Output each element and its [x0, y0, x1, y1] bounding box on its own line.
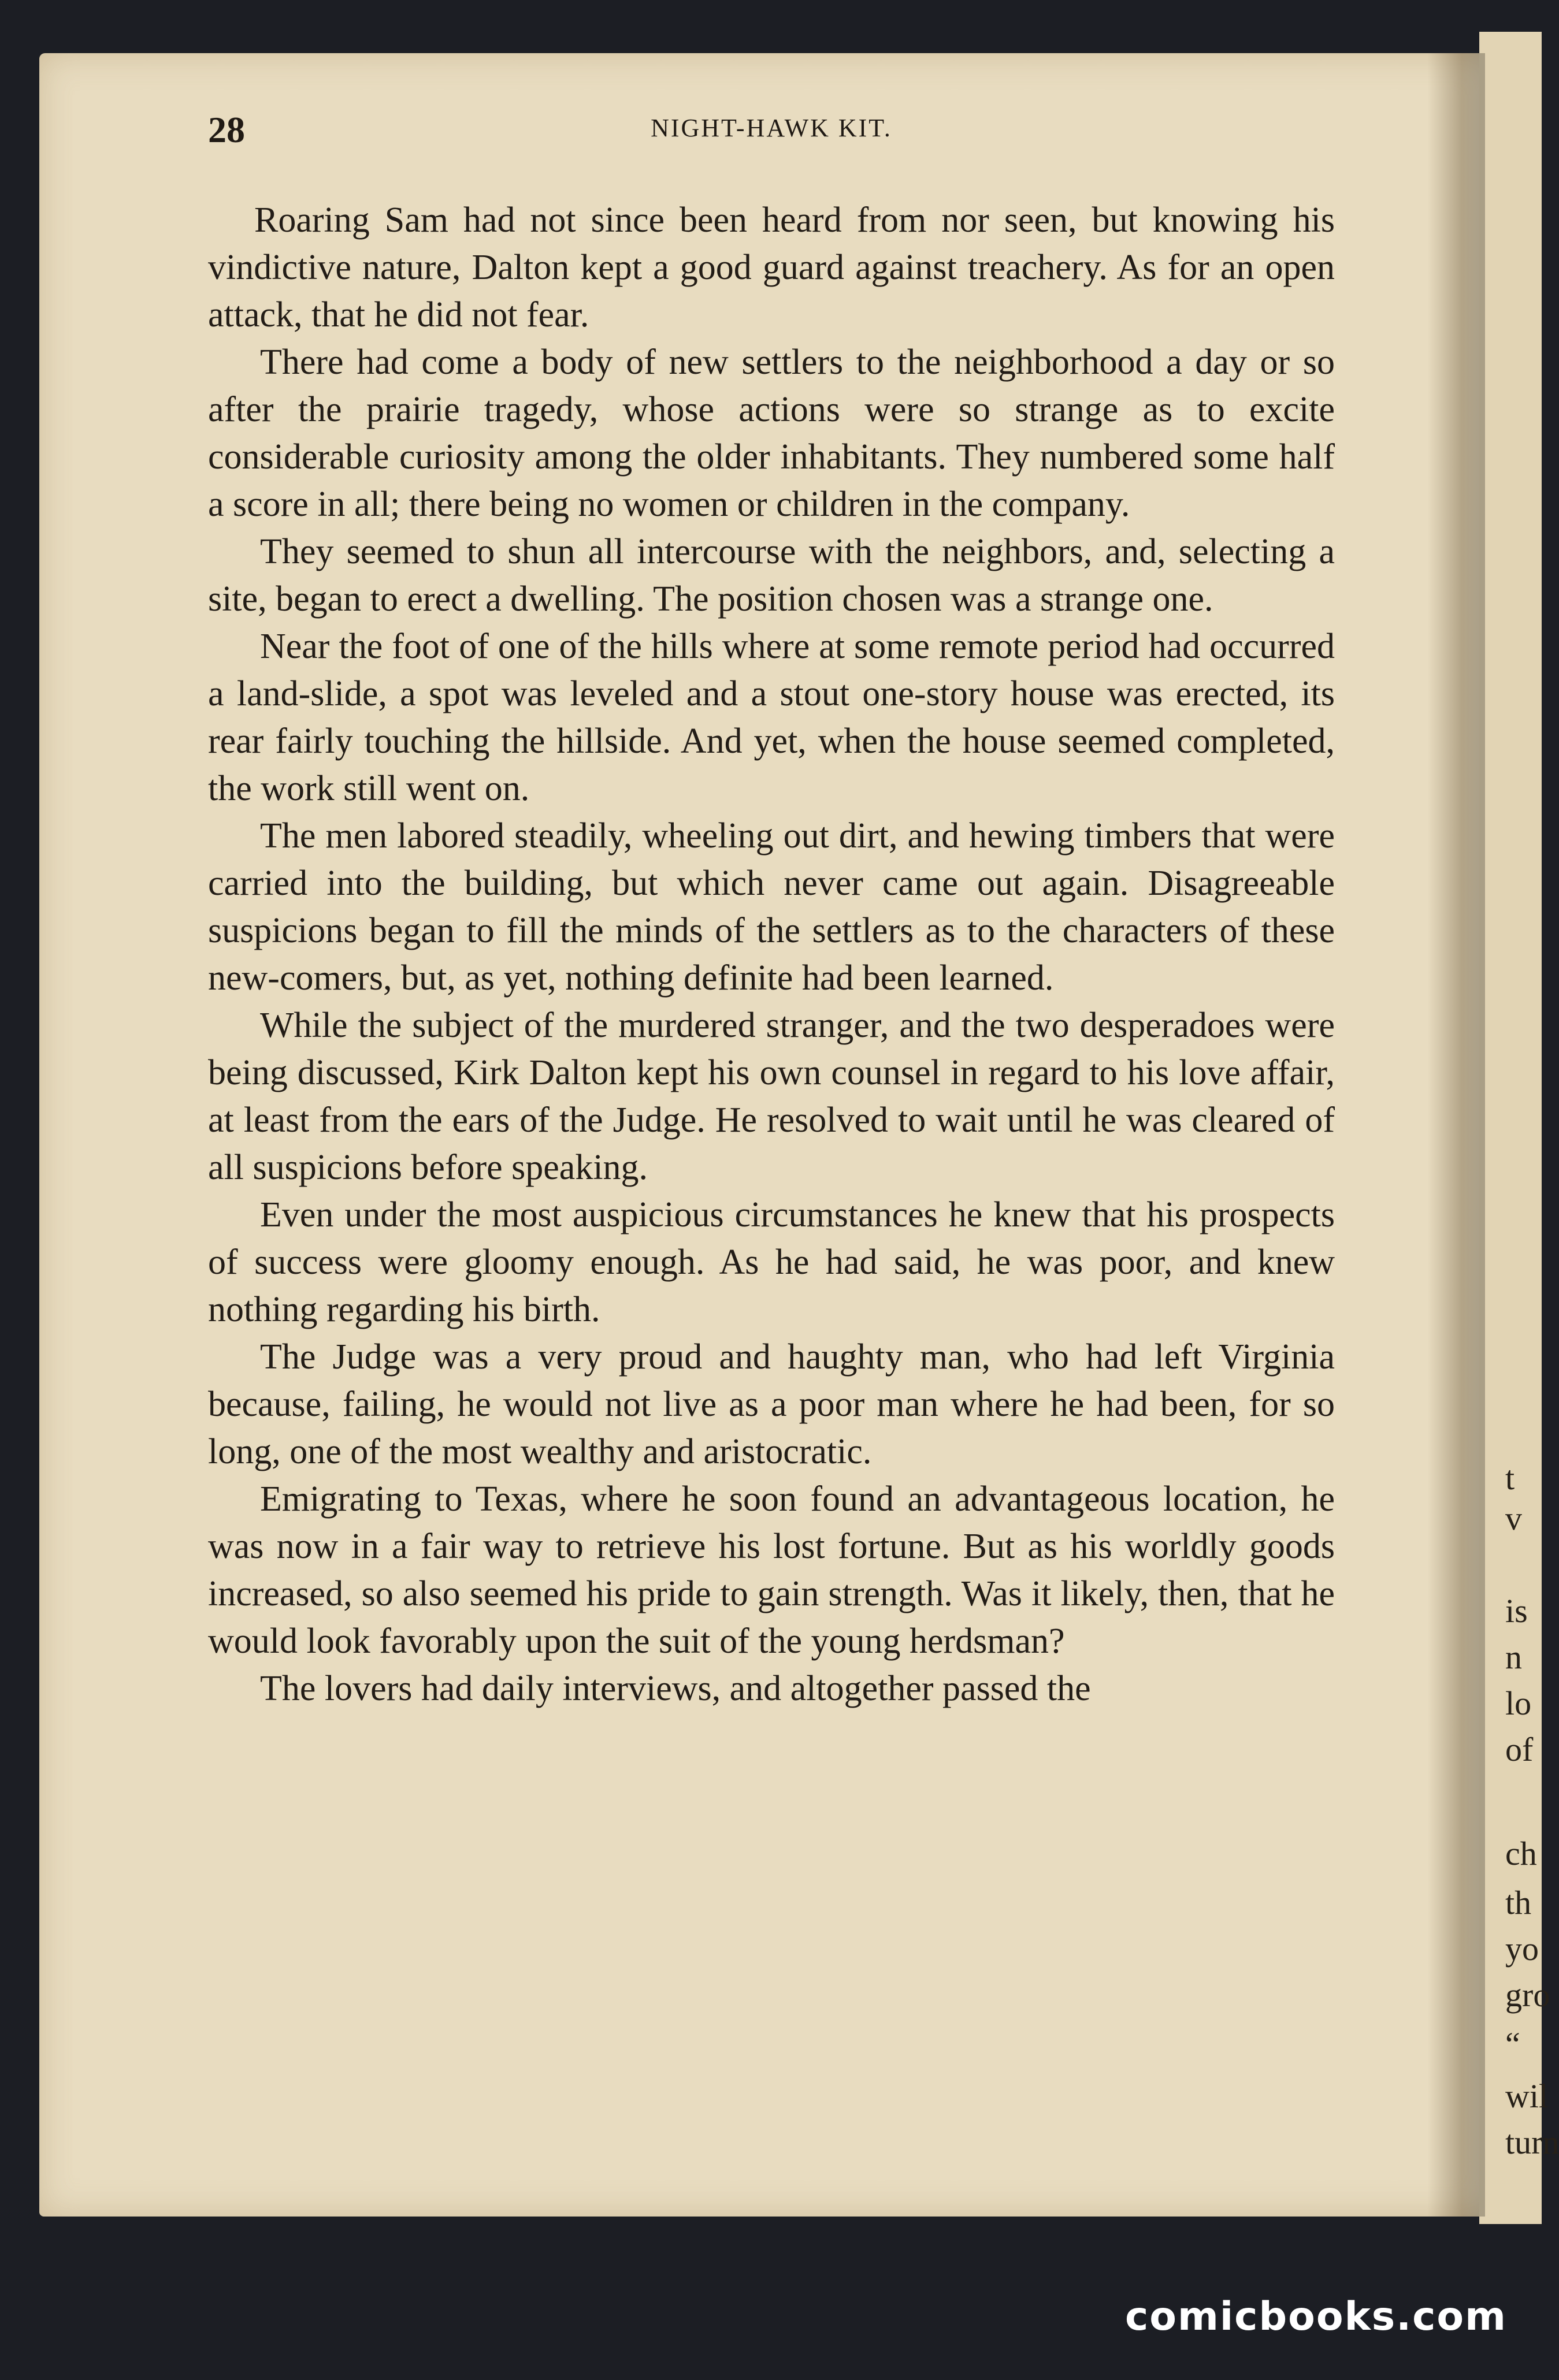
page-number: 28 — [208, 109, 245, 150]
right-page-text-fragment: is — [1505, 1592, 1528, 1630]
running-head: NIGHT-HAWK KIT. — [651, 114, 892, 142]
paragraph: Near the foot of one of the hills where at some remote period had occurred a land-slide, a spot was leveled and a stout one-story house was erected, its rear fairly touching the hillside. And yet, when the house seemed completed, the work still went on. — [208, 627, 1335, 808]
paragraph: They seemed to shun all intercourse with the neighbors, and, selecting a site, began to erect a dwelling. The position chosen was a strange one. — [208, 532, 1335, 619]
paragraph: The lovers had daily interviews, and altogether passed the — [260, 1669, 1091, 1708]
paragraph: While the subject of the murdered stranger, and the two desperadoes were being discussed, Kirk Dalton kept his own counsel in regard to his love affair, at least from the ears of the Judge. He resolved to wait until he was cleared of all suspicions before speaking. — [208, 1006, 1335, 1187]
paragraph: There had come a body of new settlers to the neighborhood a day or so after the prairie tragedy, whose actions were so strange as to excite considerable curiosity among the older inhabitants. They numbered some half a score in all; there being no women or children in the company. — [208, 343, 1335, 524]
page-header — [208, 109, 1335, 155]
right-page-text-fragment: of — [1505, 1731, 1534, 1768]
right-page-text-fragment: wil — [1505, 2077, 1549, 2115]
right-page-text-fragment: gro — [1505, 1976, 1550, 2014]
paragraph: Emigrating to Texas, where he soon found an advantageous location, he was now in a fair way to retrieve his lost fortune. But as his worldly goods increased, so also seemed his pride to gain strength. Was it likely, then, that he would look favorably upon the suit of the young herdsman? — [208, 1479, 1335, 1661]
right-page-text-fragment: t — [1505, 1459, 1515, 1497]
paragraph: Even under the most auspicious circumstances he knew that his prospects of success were gloomy enough. As he had said, he was poor, and knew nothing regarding his birth. — [208, 1195, 1335, 1329]
paragraph: The Judge was a very proud and haughty man, who had left Virginia because, failing, he would not live as a poor man where he had been, for so long, one of the most wealthy and aristocratic. — [208, 1337, 1335, 1471]
right-page-text-fragment: yo — [1505, 1930, 1539, 1968]
right-page-text-fragment: turn — [1505, 2124, 1559, 2161]
watermark-text: comicbooks.com — [1124, 2294, 1507, 2340]
book-gutter — [1427, 53, 1485, 2217]
right-page-text-fragment: n — [1505, 1638, 1522, 1676]
right-page-text-fragment: th — [1505, 1884, 1532, 1921]
right-page-text-fragment: “ — [1505, 2025, 1520, 2063]
right-page-text-fragment: v — [1505, 1500, 1522, 1537]
paragraph: The men labored steadily, wheeling out dirt, and hewing timbers that were carried into the building, but which never came out again. Disagreeable suspicions began to fill the minds of the settlers as to the characters of these new-comers, but, as yet, nothing definite had been learned. — [208, 816, 1335, 998]
body-text — [208, 196, 1335, 1712]
right-page-text-fragment: lo — [1505, 1684, 1532, 1722]
paragraph: Roaring Sam had not since been heard from nor seen, but knowing his vindictive nature, Dalton kept a good guard against treachery. As for an open attack, that he did not fear. — [208, 200, 1335, 334]
right-page-text-fragment: ch — [1505, 1835, 1537, 1872]
